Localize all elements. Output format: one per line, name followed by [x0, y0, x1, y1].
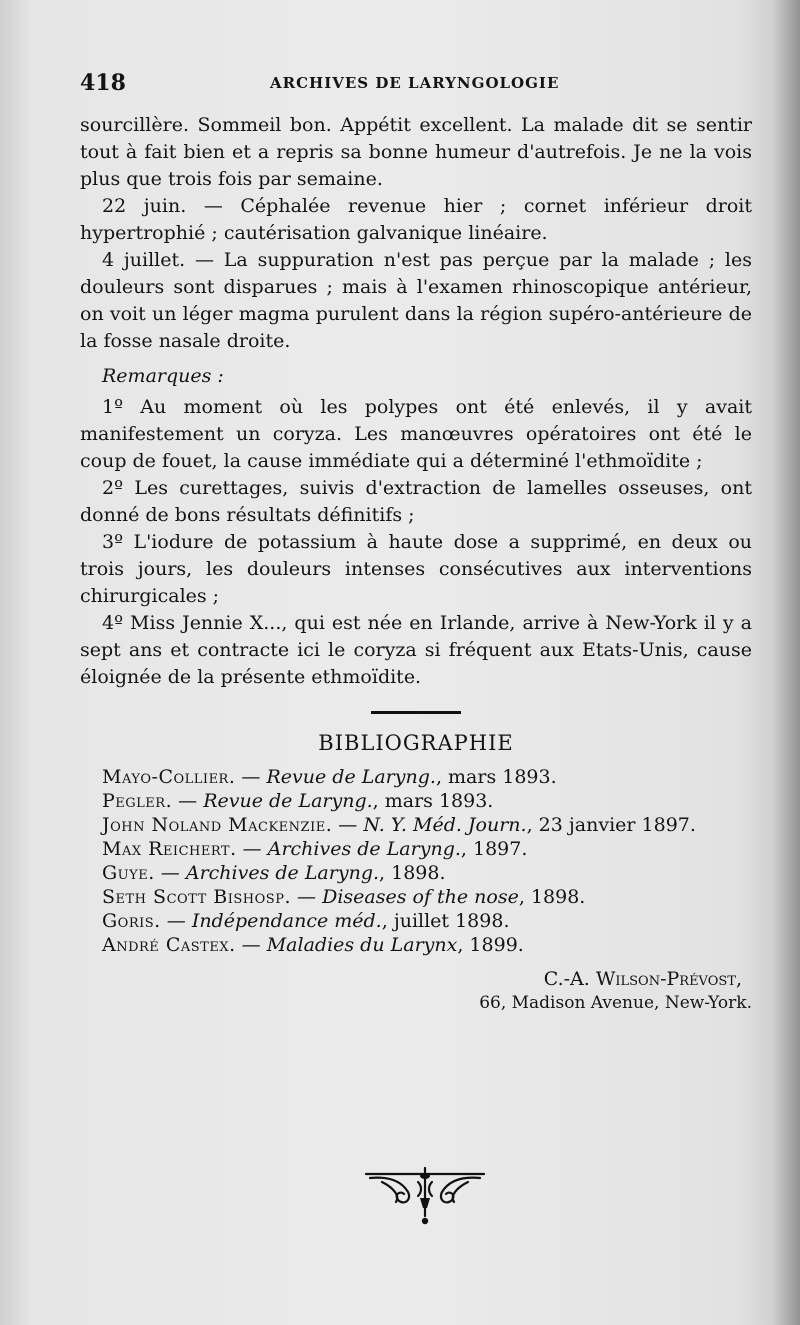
page-header — [80, 70, 750, 100]
remarks-heading: Remarques : — [102, 365, 224, 387]
bib-details: , juillet 1898. — [381, 910, 510, 932]
bibliography-entry — [80, 861, 752, 885]
paragraph-july-4: 4 juillet. — La suppuration n'est pas perçue par la malade ; les douleurs sont disparues ; mais à l'examen rhinoscopique antérieur, on voit un léger magma purulent dans la région supéro-antérieure de la fosse nasale droite. — [80, 249, 752, 352]
bib-separator: — — [332, 814, 364, 836]
bib-details: , 1897. — [460, 838, 528, 860]
remark-item: 4º Miss Jennie X..., qui est née en Irlande, arrive à New-York il y a sept ans et contracte ici le coryza si fréquent aux Etats-Unis, cause éloignée de la présente ethmoïdite. — [80, 612, 752, 688]
bib-separator: — — [235, 766, 267, 788]
bibliography-entry — [80, 765, 752, 789]
fleuron-ornament-icon — [360, 1162, 490, 1228]
bib-details: , 1898. — [518, 886, 586, 908]
running-title: ARCHIVES DE LARYNGOLOGIE — [270, 74, 560, 92]
bib-author: Max Reichert. — [102, 838, 237, 860]
bib-author: André Castex. — [102, 934, 236, 956]
bibliography-entry — [80, 909, 752, 933]
bibliography-entry — [80, 885, 752, 909]
page-body — [80, 112, 752, 1015]
bib-details: , mars 1893. — [372, 790, 494, 812]
bib-details: , mars 1893. — [435, 766, 557, 788]
paragraph-june-22: 22 juin. — Céphalée revenue hier ; cornet inférieur droit hypertrophié ; cautérisation galvanique linéaire. — [80, 195, 752, 244]
bibliography-title: BIBLIOGRAPHIE — [318, 731, 514, 755]
bib-journal: Archives de Laryng. — [185, 862, 380, 884]
remark-item: 2º Les curettages, suivis d'extraction de lamelles osseuses, ont donné de bons résultats définitifs ; — [80, 477, 752, 526]
bib-author: Seth Scott Bishosp. — [102, 886, 291, 908]
paragraph-continued: sourcillère. Sommeil bon. Appétit excellent. La malade dit se sentir tout à fait bien et a repris sa bonne humeur d'autrefois. Je ne la vois plus que trois fois par semaine. — [80, 114, 752, 190]
remark-item: 1º Au moment où les polypes ont été enlevés, il y avait manifestement un coryza. Les manœuvres opératoires ont été le coup de fouet, la cause immédiate qui a déterminé l'ethmoïdite ; — [80, 396, 752, 472]
bib-journal: Revue de Laryng. — [203, 790, 373, 812]
bib-author: Pegler. — [102, 790, 173, 812]
author-address: 66, Madison Avenue, New-York. — [479, 993, 752, 1013]
bib-journal: Maladies du Larynx — [266, 934, 458, 956]
bib-author: John Noland Mackenzie. — [102, 814, 333, 836]
bib-separator: — — [235, 934, 267, 956]
bib-separator: — — [172, 790, 204, 812]
bib-author: Guye. — [102, 862, 155, 884]
bib-journal: Indépendance méd. — [191, 910, 382, 932]
page-number: 418 — [80, 70, 126, 96]
remark-item: 3º L'iodure de potassium à haute dose a supprimé, en deux ou trois jours, les douleurs intenses consécutives aux interventions chirurgicales ; — [80, 531, 752, 607]
author-signature: C.-A. Wilson-Prévost, — [543, 968, 742, 990]
bib-separator: — — [291, 886, 323, 908]
bib-journal: Archives de Laryng. — [267, 838, 461, 860]
bib-details: , 1899. — [457, 934, 524, 956]
bib-author: Mayo-Collier. — [102, 766, 236, 788]
bibliography-entry — [80, 789, 752, 813]
bib-details: , 23 janvier 1897. — [526, 814, 696, 836]
bibliography-entry — [80, 933, 752, 957]
bib-details: , 1898. — [379, 862, 446, 884]
bib-separator: — — [154, 862, 186, 884]
bib-journal: Revue de Laryng. — [266, 766, 436, 788]
section-divider — [371, 711, 461, 714]
bib-journal: N. Y. Méd. Journ. — [363, 814, 527, 836]
bibliography-list — [80, 765, 752, 957]
bibliography-entry — [80, 813, 752, 837]
bib-author: Goris. — [102, 910, 161, 932]
bibliography-entry — [80, 837, 752, 861]
bib-separator: — — [236, 838, 268, 860]
bib-journal: Diseases of the nose — [322, 886, 519, 908]
bib-separator: — — [160, 910, 192, 932]
